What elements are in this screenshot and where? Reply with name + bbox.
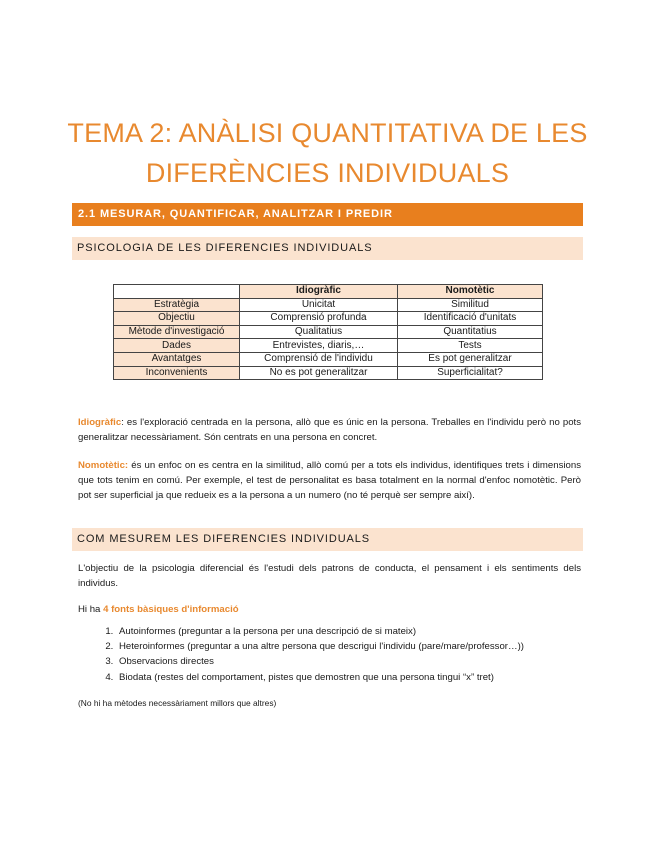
table-cell: Identificació d'unitats [398,312,543,326]
definition-nomotetic: és un enfoc on es centra en la similitud, allò comú per a tots els individus, identifiques trets i dimensions que tots tenim en comú. Per exemple, el test de personalitat es basa totalment en la normal d'enfoc nomotètic. Però pot ser superficial ja que redueix es a la persona a un numero (no té perquè ser sempre així). [78,460,581,502]
fonts-intro-highlight: 4 fonts bàsiques d'informació [103,604,239,615]
row-label: Mètode d'investigació [114,325,240,339]
table-corner-cell [114,285,240,299]
table-cell: Es pot generalitzar [398,352,543,366]
table-cell: No es pot generalitzar [240,366,398,380]
term-idiografic: Idiogràfic [78,417,122,428]
table-row [114,366,543,380]
header-idiografic: Idiogràfic [240,285,398,299]
table-cell: Similitud [398,298,543,312]
row-label: Avantatges [114,352,240,366]
table-cell: Quantitatius [398,325,543,339]
section-heading: 2.1 MESURAR, QUANTIFICAR, ANALITZAR I PREDIR [72,203,583,226]
fonts-intro-prefix: Hi ha [78,604,104,615]
paragraph-nomotetic [78,458,581,504]
table-cell: Unicitat [240,298,398,312]
subsection-heading-psicologia: PSICOLOGIA DE LES DIFERENCIES INDIVIDUALS [72,237,583,260]
table-cell: Comprensió de l'individu [240,352,398,366]
document-title [40,113,615,193]
table-row [114,312,543,326]
table-cell: Entrevistes, diaris,… [240,339,398,353]
header-nomotetic: Nomotètic [398,285,543,299]
footnote: (No hi ha mètodes necessàriament millors que altres) [78,698,277,708]
table-cell: Tests [398,339,543,353]
table-row [114,352,543,366]
title-line-1: TEMA 2: ANÀLISI QUANTITATIVA DE LES [67,118,588,148]
sources-list [78,624,616,685]
comparison-table [113,284,543,380]
table-header-row [114,285,543,299]
row-label: Dades [114,339,240,353]
list-item: 1. Autoinformes (preguntar a la persona per una descripció de si mateix) [116,624,616,639]
row-label: Objectiu [114,312,240,326]
title-line-2: DIFERÈNCIES INDIVIDUALS [145,158,510,188]
row-label: Inconvenients [114,366,240,380]
table-cell: Superficialitat? [398,366,543,380]
table-cell: Comprensió profunda [240,312,398,326]
list-item: 3. Observacions directes [116,654,616,669]
paragraph-idiografic [78,415,581,445]
term-nomotetic: Nomotètic: [78,460,129,471]
table-row [114,298,543,312]
table-row [114,339,543,353]
list-item: 4. Biodata (restes del comportament, pistes que demostren que una persona tingui “x” tret) [116,670,616,685]
table-row [114,325,543,339]
row-label: Estratègia [114,298,240,312]
table-cell: Qualitatius [240,325,398,339]
paragraph-objectiu: L'objectiu de la psicologia diferencial és l'estudi dels patrons de conducta, el pensament i els sentiments dels individus. [78,563,581,590]
list-item: 2. Heteroinformes (preguntar a una altre persona que descrigui l'individu (pare/mare/professor…)) [116,639,616,654]
definition-idiografic: : es l'exploració centrada en la persona, allò que es únic en la persona. Treballes en l'individu però no pots generalitzar necessàriament. Són centrats en una persona en concret. [78,417,581,444]
subsection-heading-mesurem: COM MESUREM LES DIFERENCIES INDIVIDUALS [72,528,583,551]
fonts-intro [78,602,581,617]
